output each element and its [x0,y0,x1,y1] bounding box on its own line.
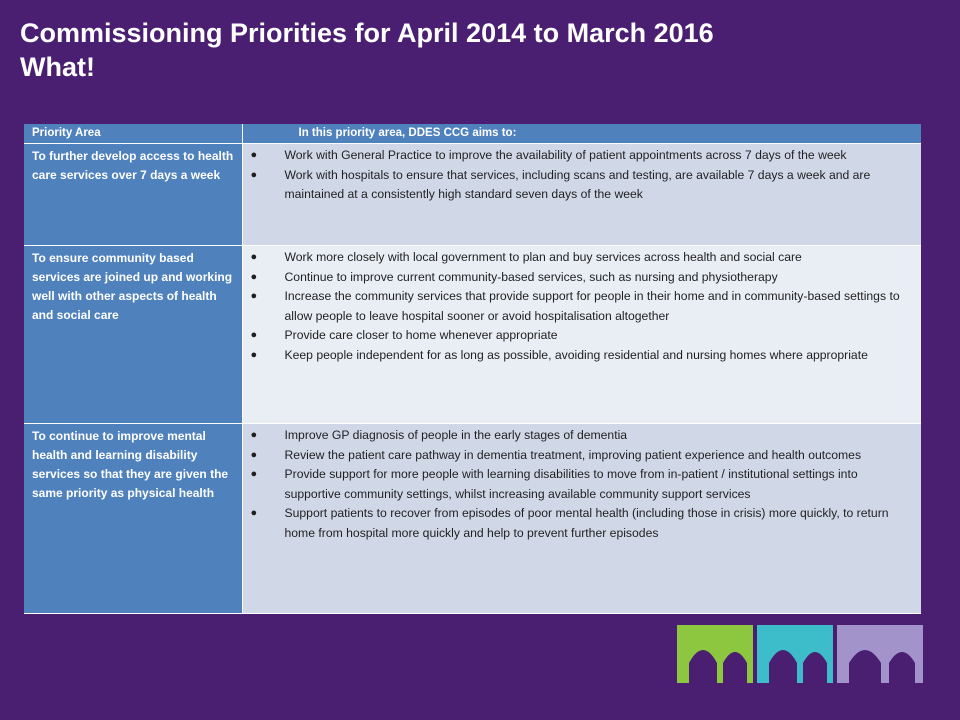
aim-text: Provide support for more people with learning disabilities to move from in-patient / institutional settings into supportive community settings, whilst increasing available community support services [284,467,858,501]
list-item [243,248,914,268]
aim-text: Review the patient care pathway in dementia treatment, improving patient experience and health outcomes [284,447,862,462]
table-row [24,424,921,614]
aim-text: Keep people independent for as long as possible, avoiding residential and nursing homes where appropriate [284,347,868,362]
aim-text: Support patients to recover from episodes of poor mental health (including those in crisis) more quickly, to return home from hospital more quickly and help to prevent further episodes [284,506,889,540]
aims-list [243,426,914,543]
list-item [243,287,914,326]
list-item [243,146,914,166]
priorities-table [24,124,921,614]
slide-title [20,16,714,84]
header-priority-area: Priority Area [24,124,242,144]
bullet-icon: ● [250,329,258,341]
table-row [24,144,921,246]
aim-text: Work more closely with local government to plan and buy services across health and social care [284,250,802,264]
bullet-icon: ● [250,168,258,181]
title-line-2: What! [20,52,95,82]
aim-text: Continue to improve current community-based services, such as nursing and physiotherapy [284,269,778,284]
table-row [24,246,921,424]
priority-area-cell: To further develop access to health care services over 7 days a week [24,144,242,246]
aim-text: Improve GP diagnosis of people in the early stages of dementia [284,428,628,442]
list-item [243,504,914,543]
priority-area-cell: To continue to improve mental health and learning disability services so that they are given the same priority as physical health [24,424,242,614]
arches-logo-icon [677,625,923,683]
list-item [243,326,914,346]
aims-list [243,248,914,365]
list-item [243,166,914,205]
aim-text: Work with General Practice to improve the availability of patient appointments across 7 days of the week [284,148,847,162]
bullet-icon: ● [250,448,258,461]
header-aims: In this priority area, DDES CCG aims to: [242,124,921,144]
list-item [243,268,914,288]
bullet-icon: ● [250,290,258,302]
list-item [243,346,914,366]
aim-text: Increase the community services that provide support for people in their home and in community-based settings to allow people to leave hospital sooner or avoid hospitalisation altogether [284,289,900,323]
aims-cell [242,246,921,424]
aim-text: Provide care closer to home whenever appropriate [284,328,558,342]
list-item [243,446,914,466]
bullet-icon: ● [250,507,258,519]
bullet-icon: ● [250,429,258,441]
bullet-icon: ● [250,251,258,263]
bullet-icon: ● [250,149,258,161]
aims-list [243,146,914,205]
table-header-row [24,124,921,144]
bullet-icon: ● [250,270,258,283]
aims-cell [242,144,921,246]
title-line-1: Commissioning Priorities for April 2014 to March 2016 [20,18,714,48]
aim-text: Work with hospitals to ensure that services, including scans and testing, are available 7 days a week and are maintained at a consistently high standard seven days of the week [284,167,871,201]
list-item [243,426,914,446]
bullet-icon: ● [250,348,258,361]
priority-area-cell: To ensure community based services are joined up and working well with other aspects of health and social care [24,246,242,424]
aims-cell [242,424,921,614]
bullet-icon: ● [250,468,258,480]
list-item [243,465,914,504]
